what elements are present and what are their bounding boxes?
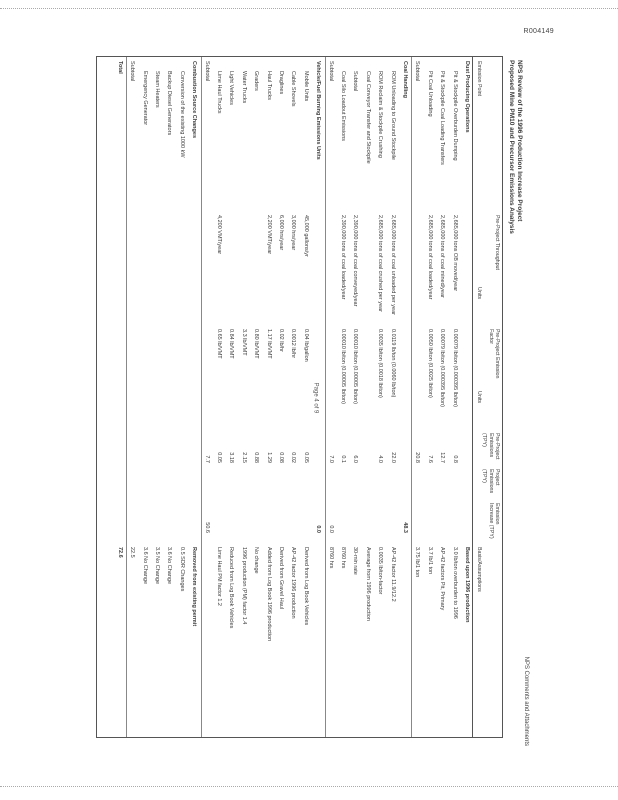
cell-throughput: 2,685,000 tons of coal unloaded per year xyxy=(389,215,396,315)
cell-factor: 0.0012 lb/hr xyxy=(290,329,297,359)
cell-throughput: 2,390,000 tons of coal conveyed/year xyxy=(352,215,359,307)
cell-source: Subtotal xyxy=(414,61,421,82)
cell-pre-emissions: 3.18 xyxy=(228,452,235,463)
cell-basis: Lime Haul PM factor 1.2 xyxy=(216,547,222,606)
cell-throughput: 2,685,000 tons of coal loaded/year xyxy=(426,215,433,300)
cell-source: Vehicle/Fuel Burning Emissions Units xyxy=(315,61,322,160)
cell-source: ROM Reclaim & Stockpile Crushing xyxy=(377,71,384,158)
cell-increase: 0.0 xyxy=(315,525,322,533)
header-rule xyxy=(472,57,473,737)
cell-pre-emissions: 7.7 xyxy=(203,455,210,463)
cell-basis: AP-42 factor 11.9/12.2 xyxy=(389,547,396,602)
cell-pre-emissions: 12.7 xyxy=(439,452,446,463)
col-header-factor: Pre-Project Emission Factor xyxy=(487,329,500,379)
col-header-project-emissions: Project Emissions (TPY) xyxy=(481,469,500,494)
col-header-increase: Emission Increase (TPY) xyxy=(487,503,500,539)
cell-factor: 0.80 lb/VMT xyxy=(253,329,260,359)
section-row xyxy=(115,57,123,737)
cell-factor: 1.17 lb/VMT xyxy=(265,329,272,359)
table-row xyxy=(214,57,222,737)
cell-throughput: 2,200 VMT/year xyxy=(265,215,272,255)
cell-throughput: 3,000 hrs/year xyxy=(290,215,297,251)
cell-basis: 0.5 SDR Changes xyxy=(178,547,185,592)
cell-source: Coal Conveyor Transfer and Stockpile xyxy=(364,71,371,164)
cell-basis: No change xyxy=(253,547,260,574)
cell-throughput: 45,000 gallons/yr xyxy=(302,215,309,257)
section-row xyxy=(189,57,197,737)
col-header-units: Units xyxy=(476,287,482,300)
table-row xyxy=(276,57,284,737)
table-row xyxy=(450,57,458,737)
col-header-pre-emissions: Pre-Project Emissions (TPY) xyxy=(481,433,500,460)
cell-source: Cable Shovels xyxy=(290,71,297,107)
table-row xyxy=(226,57,234,737)
rotated-document xyxy=(89,50,529,750)
cell-source: Pit & Stockpile Overburden Dumping xyxy=(451,71,458,161)
table-row xyxy=(338,57,346,737)
cell-basis: Derived from Gravel Haul xyxy=(278,547,284,610)
cell-basis: Removed from existing permit xyxy=(191,547,198,627)
cell-source: Steam Heaters xyxy=(154,71,160,108)
cell-factor: 0.02 lb/hr xyxy=(278,329,284,352)
cell-source: Lime Haul Trucks xyxy=(216,71,222,114)
cell-increase: 48.3 xyxy=(402,522,408,533)
subtotal-row xyxy=(126,57,135,737)
cell-source: Combustion Source Changes xyxy=(191,61,198,139)
cell-source: Water Trucks xyxy=(240,71,247,104)
cell-factor: 0.00010 lb/ton (0.00005 lb/ton) xyxy=(352,329,359,404)
table-row xyxy=(425,57,433,737)
cell-basis: Added from Log Book 1996 production xyxy=(265,547,272,642)
table-row xyxy=(288,57,296,737)
cell-pre-emissions: 22.0 xyxy=(389,452,396,463)
cell-source: Light Vehicles xyxy=(228,71,235,105)
cell-pre-emissions: 0.8 xyxy=(451,455,458,463)
table-row xyxy=(177,57,185,737)
cell-pre-emissions: 1.29 xyxy=(265,452,272,463)
subtotal-row xyxy=(325,57,334,737)
cell-pre-emissions: 6.0 xyxy=(352,455,359,463)
cell-source: ROM Unloading to Ground Stockpile xyxy=(389,71,396,160)
cell-source: Subtotal xyxy=(129,61,136,82)
section-row xyxy=(462,57,470,737)
cell-basis: Based upon 1996 production xyxy=(464,547,470,623)
col-header-source: Emission Point xyxy=(476,61,482,97)
cell-pre-emissions: 7.6 xyxy=(426,455,433,463)
cell-source: Coal Handling xyxy=(402,61,408,98)
cell-basis: 8760 hrs xyxy=(340,547,346,569)
cell-basis: 0.0035 lb/ton-factor xyxy=(377,547,384,595)
cell-throughput: 2,685,000 tons OB moved/year xyxy=(451,215,458,292)
cell-basis: 3.7 lb/1 ton xyxy=(426,547,433,575)
cell-basis: AP-42 factors Pit, Primary xyxy=(439,547,446,611)
cell-pre-emissions: 20.8 xyxy=(414,452,421,463)
cell-factor: 0.00079 lb/ton (0.000395 lb/ton) xyxy=(451,329,458,407)
cell-source: Pit & Stockpile Coal Loading Transfers xyxy=(439,71,446,165)
table-row xyxy=(140,57,148,737)
cell-basis: Derived from Log Book Vehicles xyxy=(302,547,309,626)
cell-basis: 3.6 No Change xyxy=(141,547,148,584)
table-row xyxy=(251,57,259,737)
cell-pre-emissions: 0.08 xyxy=(278,452,284,463)
cell-factor: 0.65 lb/VMT xyxy=(216,329,222,359)
cell-pre-emissions: 0.02 xyxy=(290,452,297,463)
cell-pre-emissions: 0.88 xyxy=(253,452,260,463)
header-right: NPS Comments and Attachments xyxy=(523,656,529,746)
emissions-table xyxy=(96,56,503,738)
table-row xyxy=(375,57,383,737)
cell-basis: 3.0 lb/ton overburden to 1996 xyxy=(451,547,458,619)
cell-throughput: 2,685,000 tons of coal crushed per year xyxy=(377,215,384,312)
cell-source: Draglines xyxy=(278,71,284,95)
table-row xyxy=(350,57,358,737)
cell-pre-emissions: 2.15 xyxy=(240,452,247,463)
cell-factor: 0.0035 lb/ton (0.0018 lb/ton) xyxy=(377,329,384,398)
cell-basis: 8760 hrs xyxy=(327,547,334,569)
cell-throughput: 6,000 hrs/year xyxy=(278,215,284,251)
cell-source: Total xyxy=(116,61,123,74)
cell-source: Subtotal xyxy=(327,61,334,82)
cell-source: Subtotal xyxy=(203,61,210,82)
cell-throughput: 2,685,000 tons of coal mined/year xyxy=(439,215,446,298)
cell-basis: 3.5 No Change xyxy=(154,547,160,584)
cell-factor: 0.0050 lb/ton (0.0025 lb/ton) xyxy=(426,329,433,398)
document-title: NPS Review of the 1996 Production Increase Project xyxy=(516,60,523,222)
cell-basis: 1996 production (PM) factor 1.4 xyxy=(240,547,247,625)
section-row xyxy=(400,57,408,737)
table-row xyxy=(152,57,160,737)
cell-throughput: 2,390,000 tons of coal loaded/year xyxy=(340,215,346,300)
document-subtitle: Proposed Mine PM10 and Precursor Emissions Analysis xyxy=(508,60,515,234)
cell-basis: 3.6 No Change xyxy=(166,547,173,584)
cell-increase: 50.6 xyxy=(203,522,210,533)
cell-pre-emissions: 7.0 xyxy=(327,455,334,463)
cell-source: Emergency Generator xyxy=(141,71,148,126)
cell-basis: Average from 1996 production xyxy=(364,547,371,621)
cell-factor: 3.3 lb/VMT xyxy=(240,329,247,356)
table-row xyxy=(264,57,272,737)
cell-basis: Reduced from Log Book Vehicles xyxy=(228,547,235,629)
cell-source: Haul Trucks xyxy=(265,71,272,101)
table-row xyxy=(363,57,371,737)
table-row xyxy=(239,57,247,737)
subtotal-row xyxy=(201,57,210,737)
cell-basis: AP-42 factor 1996 production xyxy=(290,547,297,619)
cell-factor: 0.00079 lb/ton (0.000395 lb/ton) xyxy=(439,329,446,407)
page-footer: Page 4 of 9 xyxy=(312,382,319,414)
scan-bottom-edge xyxy=(0,786,618,789)
cell-basis: 3.75 lb/1 ton xyxy=(414,547,421,578)
col-header-basis: Basis/Assumptions xyxy=(476,547,482,592)
table-row xyxy=(164,57,172,737)
section-row xyxy=(313,57,321,737)
table-row xyxy=(437,57,445,737)
table-row xyxy=(388,57,396,737)
cell-source: Mobile Units xyxy=(302,71,309,102)
cell-throughput: 4,200 VMT/year xyxy=(216,215,222,255)
cell-basis: 22.5 xyxy=(129,547,136,558)
cell-basis: 72.6 xyxy=(116,547,123,558)
cell-factor: 0.84 lb/VMT xyxy=(228,329,235,359)
cell-factor: 0.00010 lb/ton (0.00005 lb/ton) xyxy=(340,329,346,404)
cell-source: Subtotal xyxy=(352,71,359,92)
cell-source: Graders xyxy=(253,71,260,91)
cell-pre-emissions: 0.05 xyxy=(216,452,222,463)
col-header-factor-units: Units xyxy=(476,391,482,404)
cell-pre-emissions: 0.1 xyxy=(340,455,346,463)
cell-pre-emissions: 0.05 xyxy=(302,452,309,463)
cell-factor: 0.04 lb/gallon xyxy=(302,329,309,362)
cell-basis: 30-min rate xyxy=(352,547,359,575)
scan-top-edge xyxy=(0,8,618,11)
cell-increase: 0.0 xyxy=(327,525,334,533)
cell-source: Backup Diesel Generators xyxy=(166,71,173,136)
cell-pre-emissions: 4.0 xyxy=(377,455,384,463)
cell-source: Coal Silo Loadout Emissions xyxy=(340,71,346,142)
bates-number: R004149 xyxy=(523,28,554,35)
cell-factor: 0.0119 lb/ton (0.0060 lb/ton) xyxy=(389,329,396,398)
table-row xyxy=(301,57,309,737)
col-header-throughput: Pre-Project Throughput xyxy=(494,215,500,270)
cell-source: Dust Producing Operations xyxy=(464,61,470,133)
cell-source: Pit Coal Unloading xyxy=(426,71,433,117)
subtotal-row xyxy=(411,57,420,737)
cell-source: Conversion of the existing 1000 kW xyxy=(178,71,185,158)
